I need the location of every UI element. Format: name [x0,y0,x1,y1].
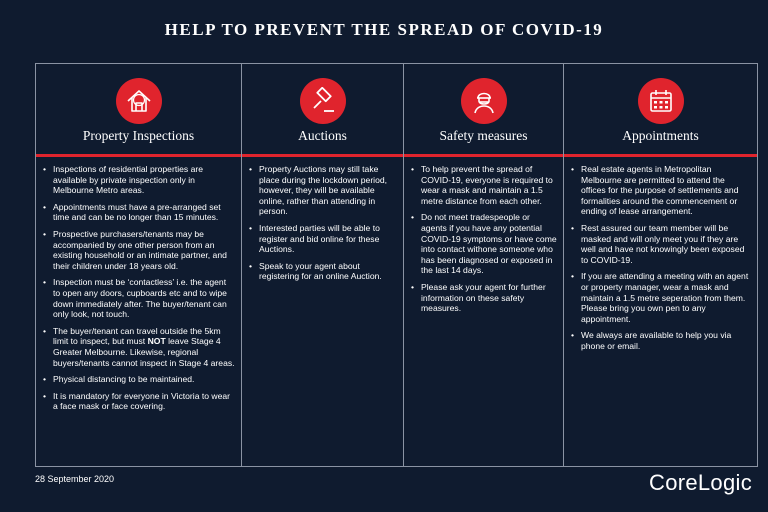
column-safety-measures [404,64,563,466]
masked-person-icon [461,78,507,124]
calendar-icon [638,78,684,124]
column-property-inspections [36,64,241,466]
list-item: • Property Auctions may still take place during the lockdown period, however, they will be available online, rather than attending in person. [248,164,397,217]
house-icon [116,78,162,124]
gavel-icon [300,78,346,124]
bullet-list [42,164,235,418]
column-title: Safety measures [439,128,528,143]
page-title: HELP TO PREVENT THE SPREAD OF COVID-19 [164,20,604,39]
column-title: Appointments [622,128,699,143]
list-item: • Do not meet tradespeople or agents if you have any potential COVID-19 symptoms or have come into contact withone someone who has been diagnosed or exposed in the last 14 days. [410,212,557,276]
list-item: • Physical distancing to be maintained. [42,374,235,385]
list-item: • Prospective purchasers/tenants may be accompanied by one other person from an existing household or an intimate partner, and their children under 18 years old. [42,229,235,271]
column-auctions [242,64,403,466]
list-item: • To help prevent the spread of COVID-19, everyone is required to wear a mask and maintain a 1.5 metre distance from each other. [410,164,557,206]
corelogic-logo: CoreLogic [649,470,752,495]
list-item: • If you are attending a meeting with an agent or property manager, wear a mask and maintain a 1.5 metre seperation from them. Please bring you own pen to any appointment. [570,271,751,324]
footer-date: 28 September 2020 [35,474,115,484]
list-item: • Inspections of residential properties are available by private inspection only in Melbourne Metro areas. [42,164,235,196]
column-appointments [564,64,757,466]
list-item: • The buyer/tenant can travel outside the 5km limit to inspect, but must NOT leave Stage 4 Greater Melbourne. Likewise, regional buyers/tenants cannot inspect in Stage 4 areas. [42,326,235,368]
list-item: • Appointments must have a pre-arranged set time and can be no longer than 15 minutes. [42,202,235,223]
list-item: • Please ask your agent for further information on these safety measures. [410,282,557,314]
list-item: • Real estate agents in Metropolitan Melbourne are permitted to attend the offices for the purpose of settlements and formalities around the commencement or ending of lease arrangement. [570,164,751,217]
info-grid [35,63,758,467]
list-item: • We always are available to help you via phone or email. [570,330,751,351]
bullet-list [410,164,557,320]
bullet-list [248,164,397,288]
list-item: • Interested parties will be able to register and bid online for these Auctions. [248,223,397,255]
column-title: Property Inspections [82,128,195,143]
bullet-list [570,164,751,358]
column-title: Auctions [298,128,347,143]
list-item: • Inspection must be ‘contactless’ i.e. the agent to open any doors, cupboards etc and to wipe down immediately after. The buyer/tenant can only look, not touch. [42,277,235,319]
list-item: • It is mandatory for everyone in Victoria to wear a face mask or face covering. [42,391,235,412]
list-item: • Rest assured our team member will be masked and will only meet you if they are well and have not knowingly been exposed to COVID-19. [570,223,751,265]
list-item: • Speak to your agent about registering for an online Auction. [248,261,397,282]
